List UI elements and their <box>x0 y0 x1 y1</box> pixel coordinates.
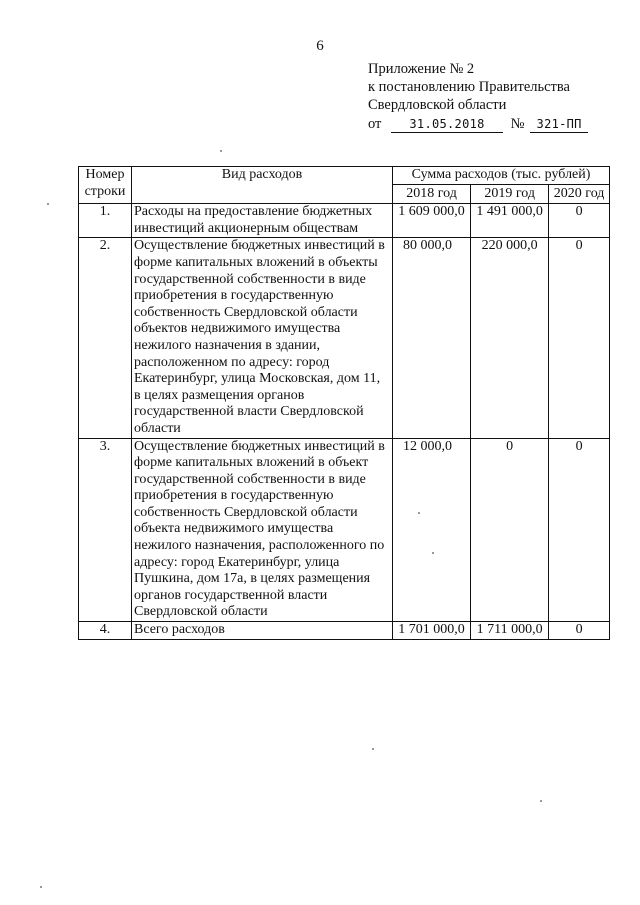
appendix-resolution-line: к постановлению Правительства <box>368 79 570 95</box>
header-year-2018: 2018 год <box>393 184 471 204</box>
table-row <box>79 204 610 238</box>
row-value-2020: 0 <box>549 204 610 238</box>
row-kind: Осуществление бюджетных инвестиций в форме капитальных вложений в объект государственной собственности в виде приобретения в государственную собственность Свердловской области объекта недвижимого имущества нежилого назначения, расположенного по адресу: город Екатеринбург, улица Пушкина, дом 17а, в целях размещения органов государственной власти Свердловской области <box>132 438 393 622</box>
row-value-2020: 0 <box>549 438 610 622</box>
header-kind: Вид расходов <box>132 167 393 204</box>
row-number: 2. <box>79 238 132 438</box>
scan-speck <box>540 800 542 802</box>
scan-speck <box>418 512 420 514</box>
row-number: 4. <box>79 622 132 640</box>
row-value-2020: 0 <box>549 238 610 438</box>
table-header-row <box>79 167 610 185</box>
table-row-total <box>79 622 610 640</box>
row-value-2018: 1 609 000,0 <box>393 204 471 238</box>
row-value-2019: 220 000,0 <box>471 238 549 438</box>
header-row-number: Номер строки <box>79 167 132 204</box>
header-sum: Сумма расходов (тыс. рублей) <box>393 167 610 185</box>
row-value-2018: 12 000,0 <box>393 438 471 622</box>
row-kind: Всего расходов <box>132 622 393 640</box>
row-value-2019: 1 711 000,0 <box>471 622 549 640</box>
page-number: 6 <box>316 38 324 54</box>
row-kind: Расходы на предоставление бюджетных инвестиций акционерным обществам <box>132 204 393 238</box>
scan-speck <box>372 748 374 750</box>
scan-speck <box>220 150 222 152</box>
expenses-table <box>78 166 610 640</box>
resolution-date: 31.05.2018 <box>391 116 503 133</box>
row-number: 3. <box>79 438 132 622</box>
header-year-2020: 2020 год <box>549 184 610 204</box>
resolution-number: 321-ПП <box>530 116 588 133</box>
appendix-date-line <box>368 115 628 133</box>
date-prefix: от <box>368 116 382 132</box>
appendix-block <box>368 60 628 133</box>
scan-speck <box>40 886 42 888</box>
row-value-2018: 1 701 000,0 <box>393 622 471 640</box>
appendix-title: Приложение № 2 <box>368 61 475 77</box>
row-value-2019: 1 491 000,0 <box>471 204 549 238</box>
table-row <box>79 438 610 622</box>
appendix-region-line: Свердловской области <box>368 97 507 113</box>
table-row <box>79 238 610 438</box>
row-number: 1. <box>79 204 132 238</box>
row-value-2018: 80 000,0 <box>393 238 471 438</box>
row-kind: Осуществление бюджетных инвестиций в форме капитальных вложений в объекты государственной собственности в виде приобретения в государственную собственность Свердловской области объектов недвижимого имущества нежилого назначения в здании, расположенном по адресу: город Екатеринбург, улица Московская, дом 11, в целях размещения органов государственной власти Свердловской области <box>132 238 393 438</box>
scan-speck <box>47 203 49 205</box>
row-value-2019: 0 <box>471 438 549 622</box>
header-year-2019: 2019 год <box>471 184 549 204</box>
row-value-2020: 0 <box>549 622 610 640</box>
scan-speck <box>432 552 434 554</box>
number-prefix: № <box>510 116 525 132</box>
